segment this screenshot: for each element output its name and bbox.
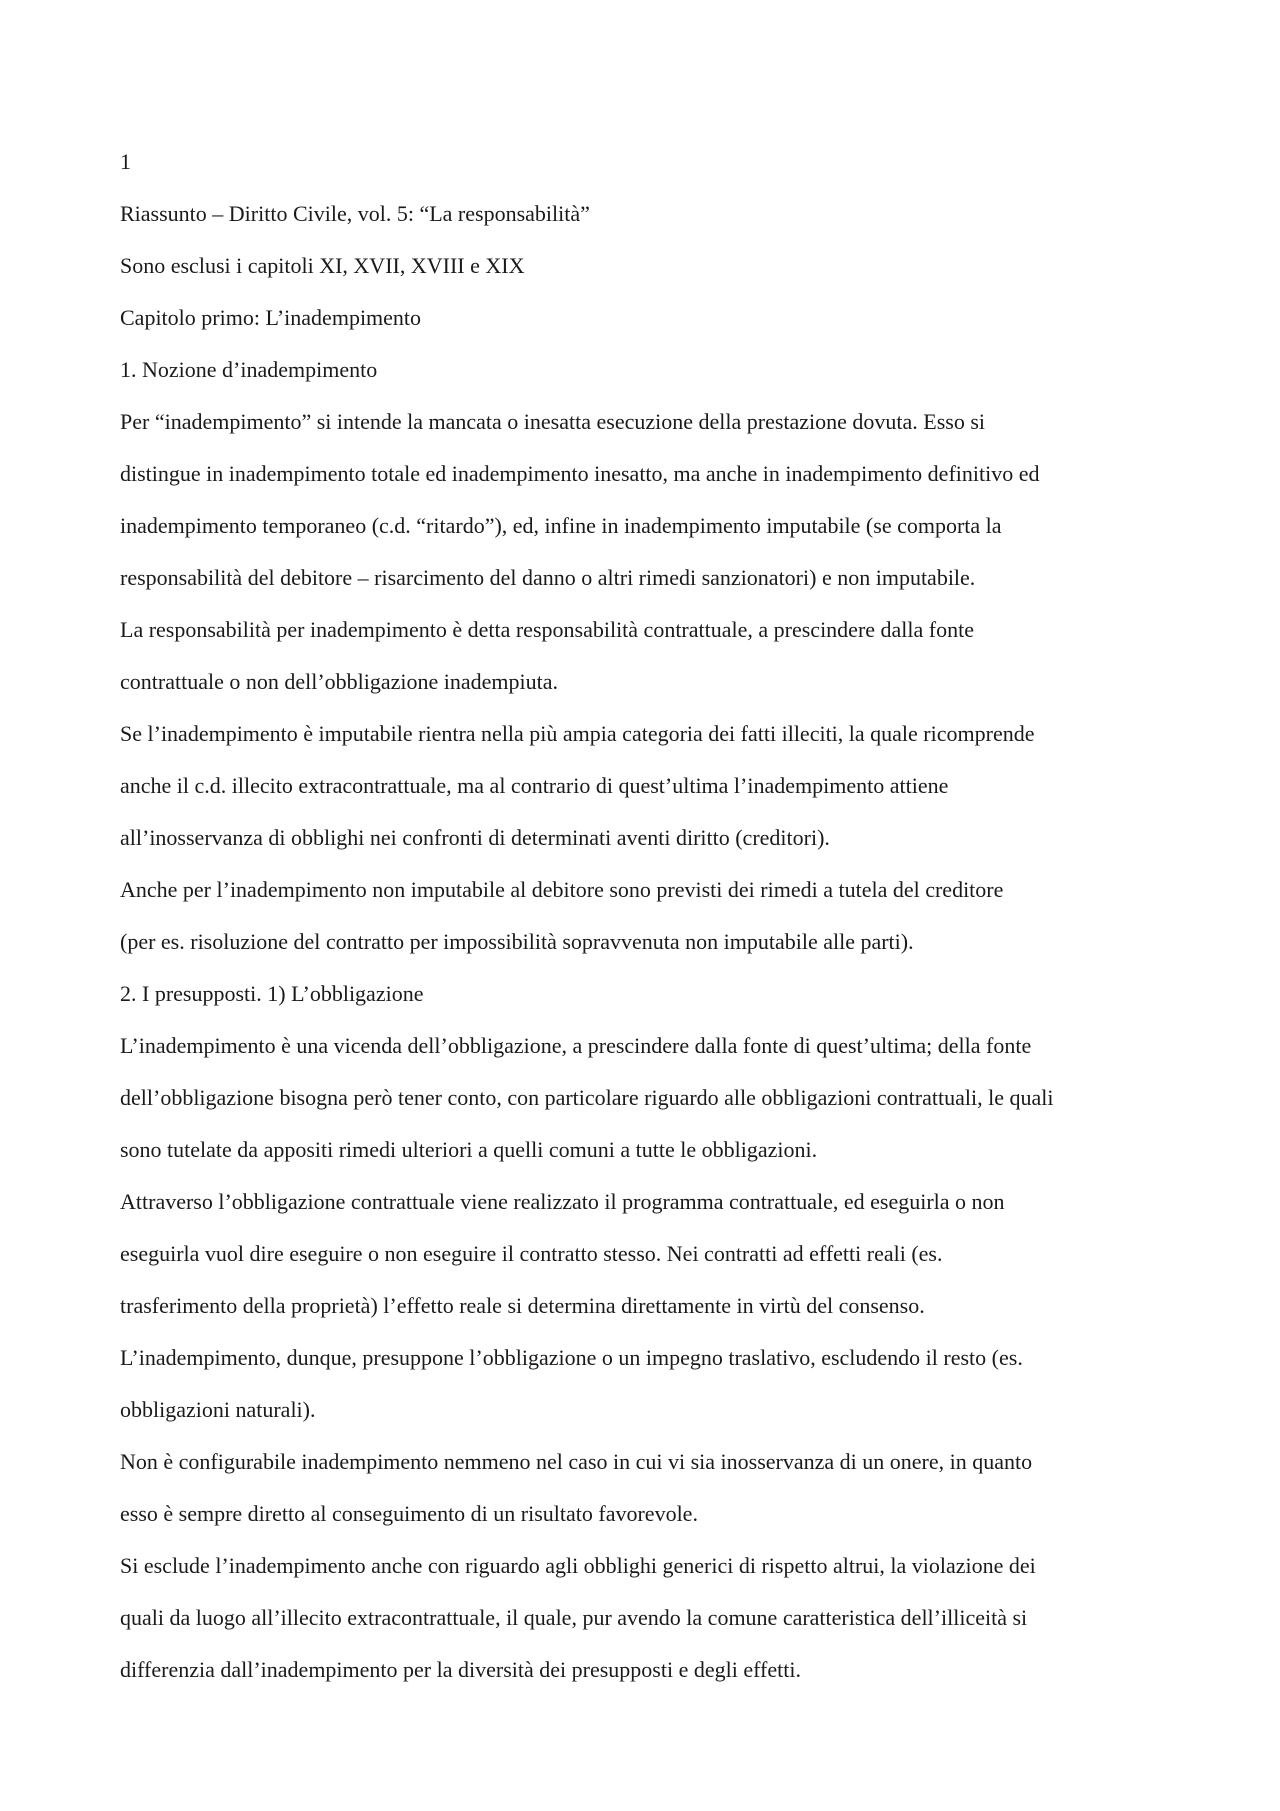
text-line: (per es. risoluzione del contratto per impossibilità sopravvenuta non imputabile alle parti). xyxy=(120,929,914,954)
text-line: obbligazioni naturali). xyxy=(120,1397,316,1422)
text-line: sono tutelate da appositi rimedi ulteriori a quelli comuni a tutte le obbligazioni. xyxy=(120,1137,818,1162)
text-line: Se l’inadempimento è imputabile rientra nella più ampia categoria dei fatti illeciti, la quale ricomprende xyxy=(120,721,1035,746)
text-line: Si esclude l’inadempimento anche con riguardo agli obblighi generici di rispetto altrui, la violazione dei xyxy=(120,1553,1036,1578)
section-heading-1: 1. Nozione d’inadempimento xyxy=(120,357,378,382)
text-line: quali da luogo all’illecito extracontrattuale, il quale, pur avendo la comune caratteristica dell’illiceità si xyxy=(120,1605,1028,1630)
chapter-heading: Capitolo primo: L’inadempimento xyxy=(120,305,422,330)
text-line: eseguirla vuol dire eseguire o non eseguire il contratto stesso. Nei contratti ad effetti reali (es. xyxy=(120,1241,943,1266)
section-heading-2: 2. I presupposti. 1) L’obbligazione xyxy=(120,981,424,1006)
text-line: trasferimento della proprietà) l’effetto reale si determina direttamente in virtù del consenso. xyxy=(120,1293,925,1318)
text-line: responsabilità del debitore – risarcimento del danno o altri rimedi sanzionatori) e non imputabile. xyxy=(120,565,976,590)
text-line: esso è sempre diretto al conseguimento di un risultato favorevole. xyxy=(120,1501,698,1526)
document-title: Riassunto – Diritto Civile, vol. 5: “La responsabilità” xyxy=(120,201,590,226)
text-line: La responsabilità per inadempimento è detta responsabilità contrattuale, a prescindere dalla fonte xyxy=(120,617,974,642)
excluded-chapters-note: Sono esclusi i capitoli XI, XVII, XVIII e XIX xyxy=(120,253,525,278)
text-line: contrattuale o non dell’obbligazione inadempiuta. xyxy=(120,669,559,694)
text-line: differenzia dall’inadempimento per la diversità dei presupposti e degli effetti. xyxy=(120,1657,801,1682)
text-line: Non è configurabile inadempimento nemmeno nel caso in cui vi sia inosservanza di un onere, in quanto xyxy=(120,1449,1033,1474)
text-line: L’inadempimento è una vicenda dell’obbligazione, a prescindere dalla fonte di quest’ultima; della fonte xyxy=(120,1033,1032,1058)
text-line: anche il c.d. illecito extracontrattuale, ma al contrario di quest’ultima l’inadempimento attiene xyxy=(120,773,949,798)
text-line: dell’obbligazione bisogna però tener conto, con particolare riguardo alle obbligazioni contrattuali, le quali xyxy=(120,1085,1054,1110)
page-number: 1 xyxy=(120,149,131,174)
text-line: Per “inadempimento” si intende la mancata o inesatta esecuzione della prestazione dovuta. Esso si xyxy=(120,409,986,434)
text-line: Anche per l’inadempimento non imputabile al debitore sono previsti dei rimedi a tutela del creditore xyxy=(120,877,1004,902)
text-line: inadempimento temporaneo (c.d. “ritardo”), ed, infine in inadempimento imputabile (se comporta la xyxy=(120,513,1002,538)
text-line: Attraverso l’obbligazione contrattuale viene realizzato il programma contrattuale, ed eseguirla o non xyxy=(120,1189,1005,1214)
text-line: all’inosservanza di obblighi nei confronti di determinati aventi diritto (creditori). xyxy=(120,825,830,850)
text-line: L’inadempimento, dunque, presuppone l’obbligazione o un impegno traslativo, escludendo il resto (es. xyxy=(120,1345,1023,1370)
text-line: distingue in inadempimento totale ed inadempimento inesatto, ma anche in inadempimento definitivo ed xyxy=(120,461,1040,486)
